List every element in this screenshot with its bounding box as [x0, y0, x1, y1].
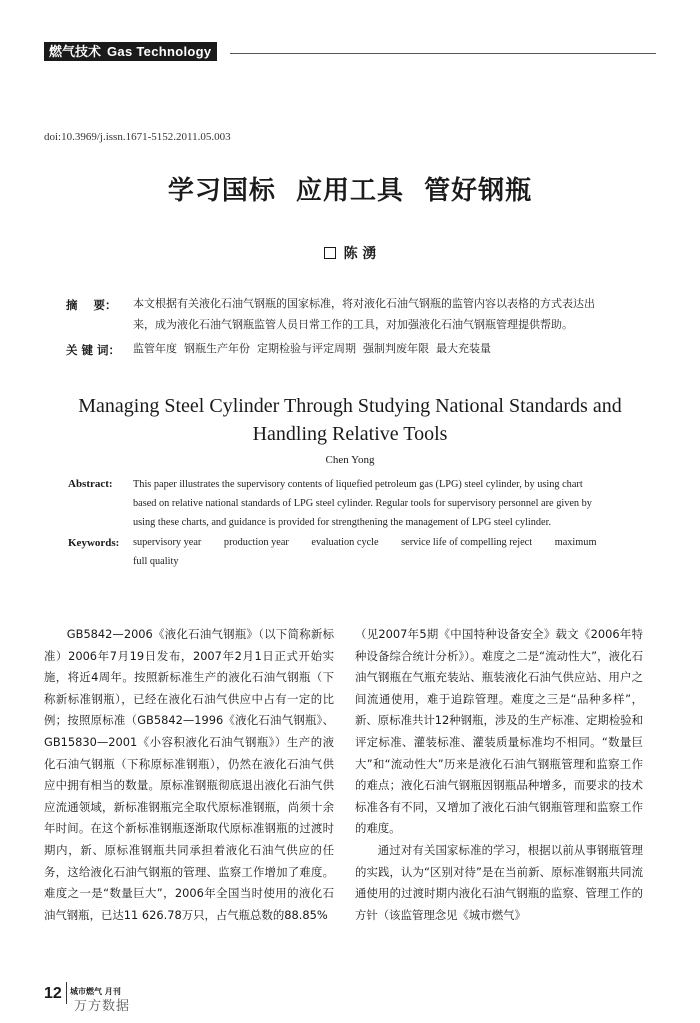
abstract-cn-line1: 本文根据有关液化石油气钢瓶的国家标准，将对液化石油气钢瓶的监管内容以表格的方式表达出 [133, 297, 595, 310]
abstract-en [133, 475, 633, 532]
title-cn: 学习国标 应用工具 管好钢瓶 [167, 176, 533, 206]
abstract-cn-label: 摘 要： [66, 298, 117, 312]
keyword-en: evaluation cycle [311, 537, 379, 548]
paragraph: （见2007年5期《中国特种设备安全》载文《2006年特种设备综合统计分析》）。难度之二是“流动性大”，液化石油气钢瓶在气瓶充装站、瓶装液化石油气供应站、用户之间流通使用，难于追踪管理。难度之三是“品种多样”，新、原标准共计12种钢瓶，涉及的生产标准、定期检验和评定标准、灌装标准、灌装质量标准均不相同。“数量巨大”和“流动性大”历来是液化石油气钢瓶管理和监察工作的难点；液化石油气钢瓶因钢瓶品种增多，而要求的技术标准各有不同，又增加了液化石油气钢瓶管理和监察工作的难度。 [355, 627, 643, 836]
section-title-cn: 燃气技术 [49, 45, 102, 60]
abstract-en-line3: using these charts, and guidance is provided for strengthening the management of LPG steel cylinder. [133, 517, 552, 528]
keyword-en: supervisory year [133, 537, 202, 548]
keyword-en: production year [223, 537, 289, 548]
header-rule [230, 53, 656, 54]
body-column-right [355, 624, 643, 926]
author-box-icon [324, 247, 336, 259]
title-en: Managing Steel Cylinder Through Studying National Standards and Handling Relative Tools [78, 395, 622, 445]
abstract-en-line2: based on relative national standards of LPG steel cylinder. Regular tools for supervisory personnel are given by [133, 498, 592, 509]
page-number: 12 [44, 985, 62, 1002]
author-en: Chen Yong [325, 454, 375, 466]
doi: doi:10.3969/j.issn.1671-5152.2011.05.003 [44, 131, 231, 143]
body-column-left [44, 624, 334, 926]
author-cn [0, 243, 700, 263]
watermark: 万方数据 [74, 999, 131, 1014]
paragraph: GB5842—2006《液化石油气钢瓶》（以下简称新标准）2006年7月19日发布，2007年2月1日正式开始实施，将近4周年。按照新标准生产的液化石油气钢瓶（下称新标准钢瓶），已经在液化石油气供应中占有一定的比例；按照原标准（GB5842—1996《液化石油气钢瓶》、GB15830—2001《小容积液化石油气钢瓶》）生产的液化石油气钢瓶（下称原标准钢瓶），仍然在液化石油气供应中拥有相当的数量。原标准钢瓶彻底退出液化石油气供应流通领域，新标准钢瓶完全取代原标准钢瓶，尚须十余年时间。在这个新标准钢瓶逐渐取代原标准钢瓶的过渡时期内，新、原标准钢瓶共同承担着液化石油气供应的任务，这给液化石油气钢瓶的管理、监察工作增加了难度。难度之一是“数量巨大”，2006年全国当时使用的液化石油气钢瓶，已达11 626.78万只，占气瓶总数的88.85% [44, 627, 334, 922]
paragraph: 通过对有关国家标准的学习，根据以前从事钢瓶管理的实践，认为“区别对待”是在当前新、原标准钢瓶共同流通使用的过渡时期内液化石油气钢瓶的监察、管理工作的方针（该监管理念见《城市燃气》 [355, 842, 643, 922]
abstract-en-label: Abstract: [68, 478, 113, 490]
abstract-en-line1: This paper illustrates the supervisory contents of liquefied petroleum gas (LPG) steel cylinder, by using chart [133, 479, 583, 490]
section-header [44, 42, 217, 61]
abstract-cn [133, 293, 633, 335]
footer-divider [66, 982, 67, 1004]
journal-name: 城市燃气 月刊 [70, 987, 121, 996]
keywords-en [133, 533, 603, 571]
keywords-cn: 监管年度 钢瓶生产年份 定期检验与评定周期 强制判废年限 最大充装量 [133, 342, 491, 355]
keyword-en: service life of compelling reject [401, 537, 533, 548]
section-title-en: Gas Technology [107, 44, 212, 59]
author-cn-name: 陈 湧 [343, 246, 377, 262]
keyword-en: maximum full quality [133, 537, 597, 567]
keywords-en-label: Keywords: [68, 537, 120, 549]
keywords-cn-label: 关 键 词： [66, 343, 121, 357]
abstract-cn-line2: 来，成为液化石油气钢瓶监管人员日常工作的工具，对加强液化石油气钢瓶管理提供帮助。 [133, 318, 573, 331]
